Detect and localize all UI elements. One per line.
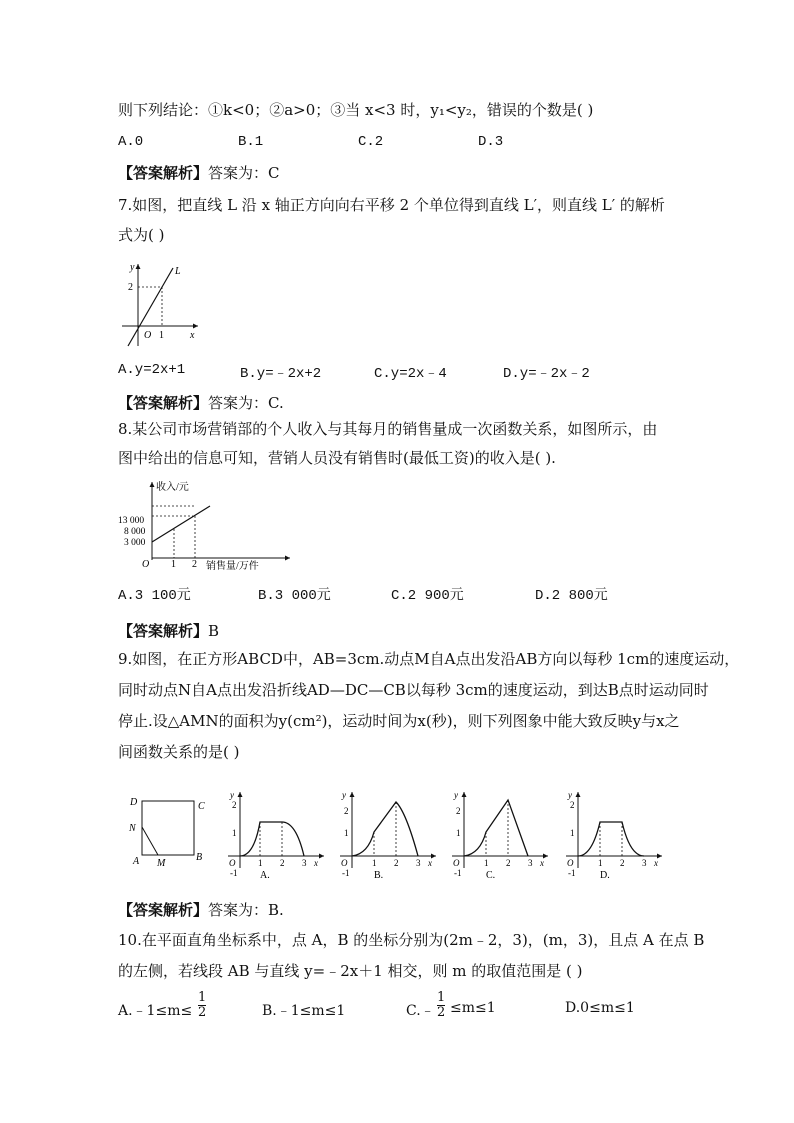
q10-choice-c-fraction	[437, 991, 445, 1020]
q10-choice-c-den: 2	[437, 1005, 446, 1020]
q9-graph-d	[562, 788, 666, 884]
q8-answer	[118, 620, 219, 641]
q10-choice-b: B.﹣1≤m≤1	[262, 1003, 346, 1019]
graph-ytick-2: 2	[232, 800, 237, 810]
q10-choice-c-suffix: ≤m≤1	[450, 1000, 496, 1016]
q9-graph-c	[448, 788, 552, 884]
q6-choice-c: C.2	[358, 134, 384, 150]
q9-label-m: M	[157, 858, 166, 868]
q7-choice-b: B.y=﹣2x+2	[240, 366, 322, 382]
q8-fig-o: O	[142, 559, 150, 570]
graph-xtick-1: 1	[258, 858, 263, 868]
q7-fig-one-label: 1	[159, 330, 164, 341]
q9-answer	[118, 899, 284, 920]
q8-choice-a: A.3 100元	[118, 588, 191, 604]
graph-y-label: y	[454, 790, 458, 800]
q8-fig-t2: 2	[192, 559, 197, 570]
q9-graph-a	[224, 788, 328, 884]
q9-stem-line2: 同时动点N自A点出发沿折线AD—DC—CB以每秒 3cm的速度运动，到达B点时运动同时	[118, 681, 709, 699]
graph-ytick-1: 1	[344, 828, 349, 838]
q10-choice-a-den: 2	[198, 1005, 207, 1020]
q9-label-b: B	[196, 852, 203, 863]
q7-fig-x-label: x	[190, 330, 195, 341]
q9-square-figure	[128, 792, 214, 868]
q10-stem-line2: 的左侧，若线段 AB 与直线 y=﹣2x＋1 相交，则 m 的取值范围是 ( )	[118, 962, 583, 980]
graph-neg1-label: -1	[454, 868, 462, 878]
graph-xtick-1: 1	[372, 858, 377, 868]
graph-x-label: x	[428, 858, 432, 868]
graph-xtick-2: 2	[506, 858, 511, 868]
q8-stem-line1: 8.某公司市场营销部的个人收入与其每月的销售量成一次函数关系，如图所示，由	[118, 420, 658, 438]
graph-option-label: D.	[600, 870, 610, 881]
graph-neg1-label: -1	[230, 868, 238, 878]
q7-stem-line1: 7.如图，把直线 L 沿 x 轴正方向向右平移 2 个单位得到直线 L′，则直线 L′ 的解析	[118, 196, 665, 214]
q10-choice-a-fraction	[198, 991, 206, 1020]
q10-choice-a-num: 1	[198, 990, 207, 1005]
q8-fig-ylabel: 收入/元	[156, 482, 189, 493]
graph-y-label: y	[342, 790, 346, 800]
q8-choice-b: B.3 000元	[258, 588, 331, 604]
q8-fig-v2: 8 000	[124, 527, 146, 537]
q9-stem-line4: 间函数关系的是( )	[118, 743, 240, 761]
q9-label-a: A	[133, 856, 140, 867]
q7-choice-d: D.y=﹣2x﹣2	[503, 366, 590, 382]
q8-fig-v1: 13 000	[118, 516, 145, 526]
graph-xtick-2: 2	[620, 858, 625, 868]
graph-origin-label: O	[229, 858, 236, 868]
answer-tag: 【答案解析】	[118, 164, 209, 182]
graph-xtick-2: 2	[394, 858, 399, 868]
graph-xtick-1: 1	[598, 858, 603, 868]
q7-fig-two-label: 2	[128, 282, 133, 293]
graph-x-label: x	[540, 858, 544, 868]
graph-y-label: y	[568, 790, 572, 800]
q8-choice-d: D.2 800元	[535, 588, 608, 604]
graph-ytick-1: 1	[456, 828, 461, 838]
q9-label-n: N	[129, 823, 136, 834]
q10-choice-d: D.0≤m≤1	[565, 1000, 635, 1016]
graph-ytick-2: 2	[456, 806, 461, 816]
q7-figure	[118, 258, 203, 348]
q10-choice-c-num: 1	[437, 990, 446, 1005]
graph-xtick-3: 3	[416, 858, 421, 868]
q7-fig-o-label: O	[144, 330, 152, 341]
q8-figure	[118, 478, 298, 574]
graph-neg1-label: -1	[342, 868, 350, 878]
q7-choice-a: A.y=2x+1	[118, 362, 186, 378]
q7-fig-l-label: L	[175, 266, 181, 277]
graph-xtick-3: 3	[642, 858, 647, 868]
q9-label-d: D	[130, 797, 138, 808]
q10-stem-line1: 10.在平面直角坐标系中，点 A，B 的坐标分别为(2m﹣2，3)，(m，3)，且点 A 在点 B	[118, 931, 705, 949]
q10-choice-c-prefix: C.﹣	[406, 1003, 435, 1019]
graph-x-label: x	[654, 858, 658, 868]
graph-option-label: C.	[486, 870, 496, 881]
graph-origin-label: O	[341, 858, 348, 868]
graph-y-label: y	[230, 790, 234, 800]
answer-text: 答案为：B.	[208, 901, 284, 919]
q7-stem-line2: 式为( )	[118, 226, 165, 244]
graph-xtick-2: 2	[280, 858, 285, 868]
answer-text: 答案为：C	[208, 164, 280, 182]
answer-tag: 【答案解析】	[118, 622, 209, 640]
q6-choice-d: D.3	[478, 134, 504, 150]
answer-tag: 【答案解析】	[118, 901, 209, 919]
graph-option-label: A.	[260, 870, 270, 881]
graph-xtick-3: 3	[528, 858, 533, 868]
answer-text: 答案为：C.	[208, 394, 284, 412]
graph-xtick-3: 3	[302, 858, 307, 868]
graph-ytick-1: 1	[570, 828, 575, 838]
q6-choice-a: A.0	[118, 134, 144, 150]
graph-neg1-label: -1	[568, 868, 576, 878]
graph-ytick-2: 2	[570, 800, 575, 810]
answer-tag: 【答案解析】	[118, 394, 209, 412]
q6-stem: 则下列结论：①k<0；②a>0；③当 x<3 时，y₁<y₂，错误的个数是( )	[118, 101, 594, 119]
q8-fig-t1: 1	[171, 559, 176, 570]
q9-graph-b	[336, 788, 440, 884]
graph-ytick-2: 2	[344, 806, 349, 816]
q8-fig-v3: 3 000	[124, 538, 146, 548]
answer-text: B	[208, 622, 220, 640]
q6-choice-b: B.1	[238, 134, 264, 150]
q8-stem-line2: 图中给出的信息可知，营销人员没有销售时(最低工资)的收入是( ).	[118, 449, 556, 467]
q9-stem-line3: 停止.设△AMN的面积为y(cm²)，运动时间为x(秒)，则下列图象中能大致反映y与x之	[118, 712, 680, 730]
graph-ytick-1: 1	[232, 828, 237, 838]
q8-fig-xlabel: 销售量/万件	[206, 561, 259, 572]
q10-choice-a-prefix: A.﹣1≤m≤	[118, 1003, 193, 1019]
q9-label-c: C	[198, 801, 205, 812]
graph-origin-label: O	[567, 858, 574, 868]
q9-stem-line1: 9.如图，在正方形ABCD中，AB=3cm.动点M自A点出发沿AB方向以每秒 1cm的速度运动，	[118, 650, 740, 668]
q8-choice-c: C.2 900元	[391, 588, 464, 604]
q7-choice-c: C.y=2x﹣4	[374, 366, 447, 382]
graph-option-label: B.	[374, 870, 384, 881]
q7-answer	[118, 392, 284, 413]
graph-xtick-1: 1	[484, 858, 489, 868]
q6-answer	[118, 162, 280, 183]
q7-fig-y-label: y	[130, 262, 135, 273]
graph-x-label: x	[314, 858, 318, 868]
graph-origin-label: O	[453, 858, 460, 868]
